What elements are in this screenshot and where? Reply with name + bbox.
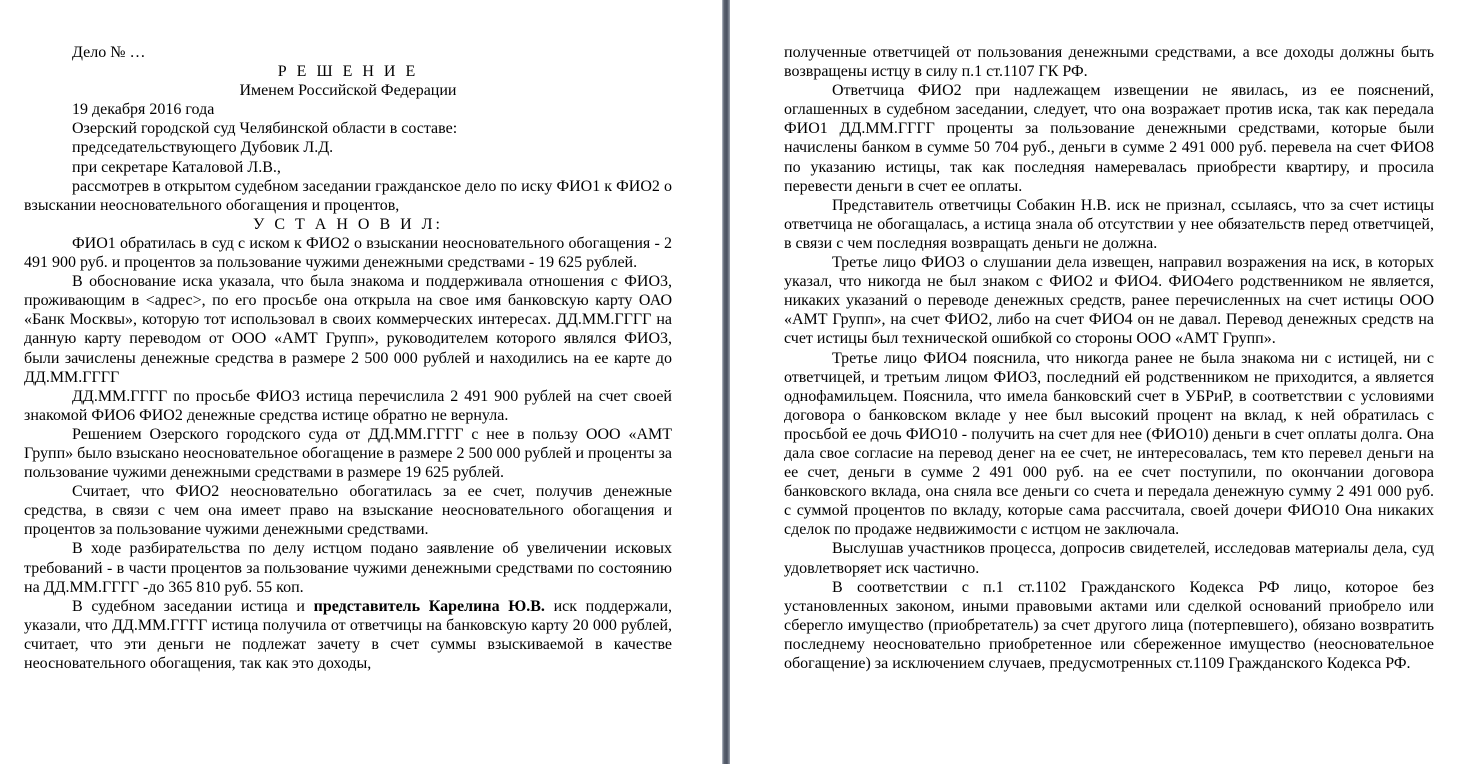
document-page-right xyxy=(730,0,1462,764)
page-left-text xyxy=(24,43,672,673)
paragraph-transfer: ДД.ММ.ГГГГ по просьбе ФИО3 истица перечислила 2 491 900 рублей на счет своей знакомой ФИО6 ФИО2 денежные средства истице обратно не вернула. xyxy=(24,387,672,424)
paragraph-enrichment: Считает, что ФИО2 неосновательно обогатилась за ее счет, получив денежные средства, в связи с чем она имеет право на взыскание неосновательного обогащения и процентов за пользование чужими денежными средствами. xyxy=(24,483,672,539)
established-heading: У С Т А Н О В И Л: xyxy=(253,215,443,233)
court-secretary: при секретаре Каталовой Л.В., xyxy=(72,158,281,176)
decision-date: 19 декабря 2016 года xyxy=(72,101,215,119)
hearing-text-end: иск поддержали, указали, что ДД.ММ.ГГГГ истица получила от ответчицы на банковскую карту 20 000 рублей, считает, что эти деньги не подлежат зачету в счет суммы взыскиваемой в качестве неосновательного обогащения, так как это доходы, xyxy=(24,597,672,672)
court-composition: Озерский городской суд Челябинской области в составе: xyxy=(72,120,458,138)
paragraph-increase: В ходе разбирательства по делу истцом подано заявление об увеличении исковых требований - в части процентов за пользование чужими денежными средствами по состоянию на ДД.ММ.ГГГГ -до 365 810 руб. 55 коп. xyxy=(24,540,672,596)
paragraph-claim: ФИО1 обратилась в суд с иском к ФИО2 о взыскании неосновательного обогащения - 2 491 900 руб. и процентов за пользование чужими денежными средствами - 19 625 рублей. xyxy=(24,234,672,272)
paragraph-third-party-4: Третье лицо ФИО4 пояснила, что никогда ранее не была знакома ни с истицей, ни с ответчицей, и третьим лицом ФИО3, последний ей родственником не приходится, а является однофамильцем. Пояснила, что имела банковский счет в УБРиР, в соответствии с условиями договора о банковском вкладе у нее был высокий процент на вклад, к ней обратилась с просьбой ее дочь ФИО10 - получить на счет для нее (ФИО10) деньги в счет оплаты долга. Она дала свое согласие на перевод денег на ее счет, не интересовалась, тем кто перевел деньги на ее счет, деньги в сумме 2 491 000 руб. на ее счет поступили, по окончании договора банковского вклада, она сняла все деньги со счета и передала денежную сумму 2 491 000 руб. с суммой процентов по вкладу, которые сама рассчитала, своей дочери ФИО10 Она никаких сделок по продаже недвижимости с истцом не заключала. xyxy=(784,349,1434,539)
case-number: Дело № … xyxy=(72,44,146,61)
paragraph-prior-decision: Решением Озерского городского суда от ДД.ММ.ГГГГ с нее в пользу ООО «АМТ Групп» было взыскано неосновательное обогащение в размере 2 500 000 рублей и проценты за пользование чужими денежными средствами в размере 19 625 рублей. xyxy=(24,425,672,482)
page-right-text xyxy=(784,43,1434,673)
paragraph-defendant: Ответчица ФИО2 при надлежащем извещении не явилась, из ее пояснений, оглашенных в судебном заседании, следует, что она возражает против иска, так как передала ФИО1 ДД.ММ.ГГГГ проценты за пользование денежными средствами, которые были начислены банком в сумме 50 704 руб., деньги в сумме 2 491 000 руб. перевела на счет ФИО8 по указанию истицы, так как последняя намеревалась приобрести квартиру, и просила перевести деньги в счет ее оплаты. xyxy=(784,82,1434,195)
paragraph-considering: рассмотрев в открытом судебном заседании гражданское дело по иску ФИО1 к ФИО2 о взыскании неосновательного обогащения и процентов, xyxy=(24,177,672,214)
paragraph-hearing xyxy=(24,597,672,673)
presiding-judge: председательствующего Дубовик Л.Д. xyxy=(72,139,334,157)
document-page-left xyxy=(0,0,722,764)
decision-subtitle: Именем Российской Федерации xyxy=(239,82,457,100)
paragraph-continuation: полученные ответчицей от пользования денежными средствами, а все доходы должны быть возвращены истцу в силу п.1 ст.1107 ГК РФ. xyxy=(784,44,1434,81)
paragraph-court-ruling: Выслушав участников процесса, допросив свидетелей, исследовав материалы дела, суд удовлетворяет иск частично. xyxy=(784,540,1434,577)
paragraph-law-citation: В соответствии с п.1 ст.1102 Гражданского Кодекса РФ лицо, которое без установленных законом, иными правовыми актами или сделкой оснований приобрело или сберегло имущество (приобретатель) за счет другого лица (потерпевшего), обязано возвратить последнему неосновательно приобретенное или сбереженное имущество (неосновательное обогащение) за исключением случаев, предусмотренных ст.1109 Гражданского Кодекса РФ. xyxy=(784,578,1434,672)
paragraph-grounds: В обоснование иска указала, что была знакома и поддерживала отношения с ФИО3, проживающим в <адрес>, по его просьбе она открыла на свое имя банковскую карту ОАО «Банк Москвы», которую тот использовал в своих коммерческих интересах. ДД.ММ.ГГГГ на данную карту переводом от ООО «АМТ Групп», руководителем которого являлся ФИО3, были зачислены денежные средства в размере 2 500 000 рублей и находились на ее карте до ДД.ММ.ГГГГ xyxy=(24,273,672,386)
page-divider xyxy=(722,0,730,764)
representative-name: представитель Карелина Ю.В. xyxy=(313,597,545,615)
hearing-text-start: В судебном заседании истица и xyxy=(72,597,314,615)
decision-title: Р Е Ш Е Н И Е xyxy=(277,63,419,81)
paragraph-third-party-3: Третье лицо ФИО3 о слушании дела извещен, направил возражения на иск, в которых указал, что никогда не был знаком с ФИО2 и ФИО4. ФИО4его родственником не является, никаких указаний о переводе денежных средств, ранее перечисленных на счет истицы ООО «АМТ Групп», на счет ФИО2, либо на счет ФИО4 он не давал. Перевод денежных средств на счет истицы был технической ошибкой со стороны ООО «АМТ Групп». xyxy=(784,254,1434,348)
paragraph-defendant-representative: Представитель ответчицы Собакин Н.В. иск не признал, ссылаясь, что за счет истицы ответчица не обогащалась, а истица знала об отсутствии у нее обязательств перед ответчицей, в связи с чем последняя возвращать деньги не должна. xyxy=(784,196,1434,252)
